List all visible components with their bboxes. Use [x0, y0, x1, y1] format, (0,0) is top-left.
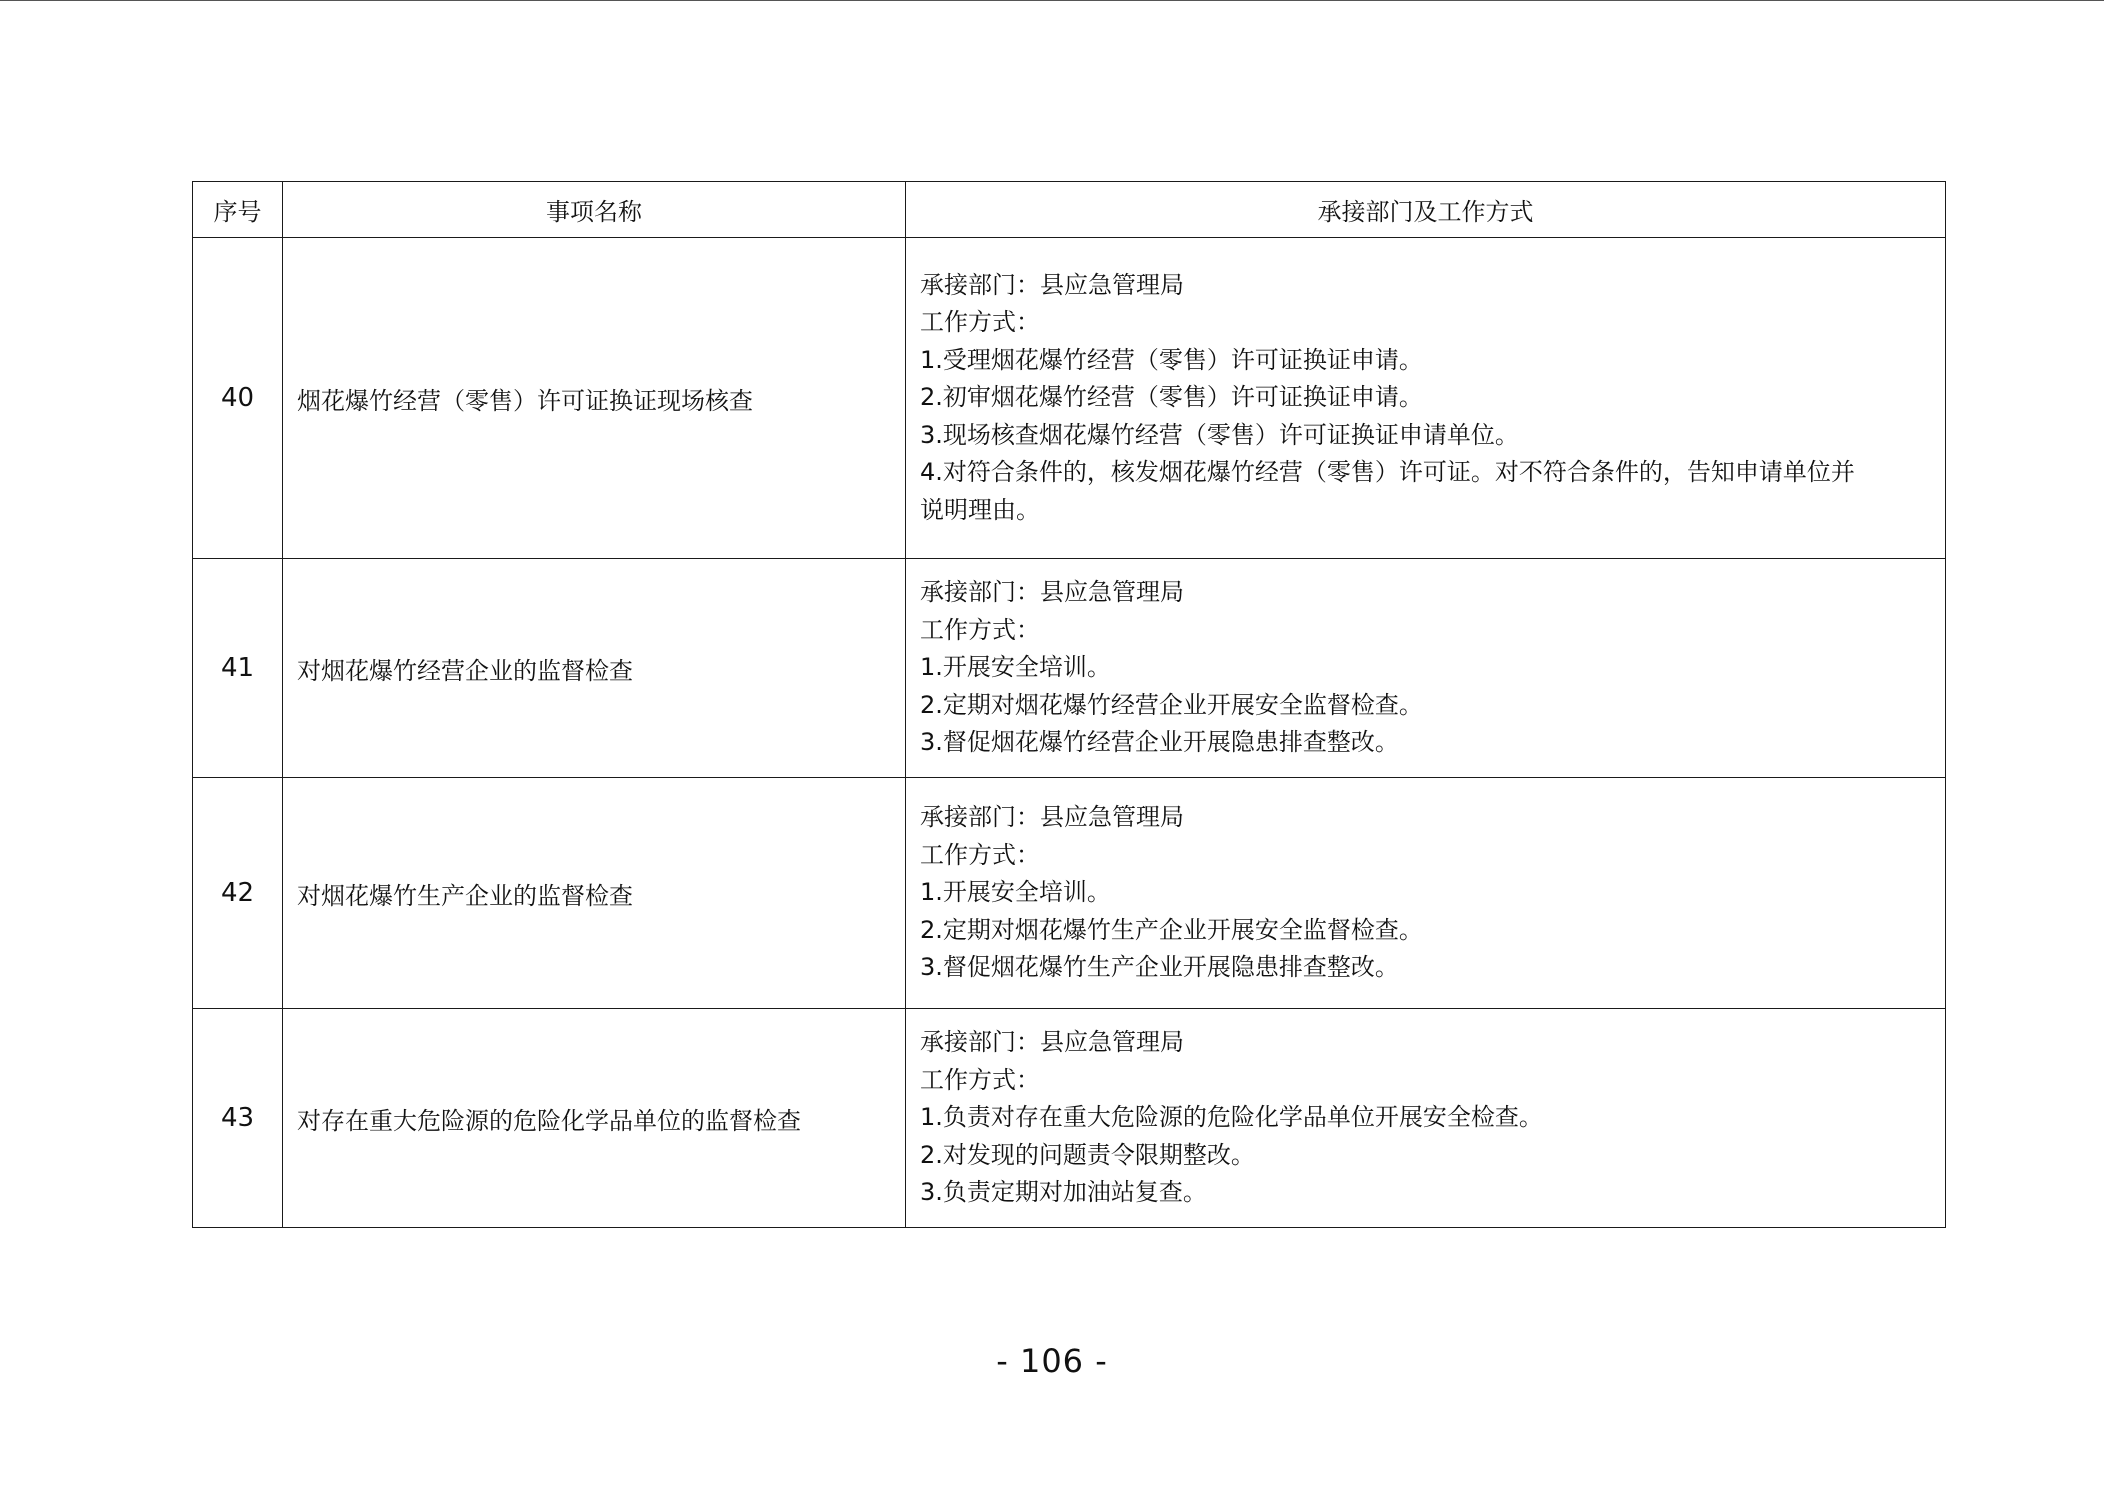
row-number: 40	[193, 238, 283, 559]
detail-step: 2.初审烟花爆竹经营（零售）许可证换证申请。	[920, 383, 1423, 412]
header-detail: 承接部门及工作方式	[906, 182, 1946, 238]
table-row	[193, 1009, 1946, 1228]
detail-step: 4.对符合条件的，核发烟花爆竹经营（零售）许可证。对不符合条件的，告知申请单位并	[920, 458, 1855, 487]
detail-department: 承接部门：县应急管理局	[920, 270, 1184, 299]
detail-step: 1.受理烟花爆竹经营（零售）许可证换证申请。	[920, 345, 1423, 374]
detail-step: 3.督促烟花爆竹经营企业开展隐患排查整改。	[920, 728, 1399, 757]
row-number: 42	[193, 778, 283, 1009]
detail-step: 1.负责对存在重大危险源的危险化学品单位开展安全检查。	[920, 1103, 1543, 1132]
items-table	[192, 181, 1946, 1228]
detail-department: 承接部门：县应急管理局	[920, 578, 1184, 607]
detail-step: 1.开展安全培训。	[920, 878, 1111, 907]
detail-method-label: 工作方式：	[920, 308, 1040, 337]
item-name: 对烟花爆竹生产企业的监督检查	[283, 778, 906, 1009]
table-row	[193, 238, 1946, 559]
item-name: 烟花爆竹经营（零售）许可证换证现场核查	[283, 238, 906, 559]
item-detail	[906, 778, 1946, 1009]
item-detail	[906, 238, 1946, 559]
detail-step: 2.定期对烟花爆竹生产企业开展安全监督检查。	[920, 915, 1423, 944]
detail-method-label: 工作方式：	[920, 840, 1040, 869]
top-border-line	[0, 0, 2104, 1]
detail-step: 3.负责定期对加油站复查。	[920, 1178, 1207, 1207]
item-detail	[906, 559, 1946, 778]
detail-step: 3.督促烟花爆竹生产企业开展隐患排查整改。	[920, 953, 1399, 982]
detail-department: 承接部门：县应急管理局	[920, 1028, 1184, 1057]
detail-method-label: 工作方式：	[920, 1065, 1040, 1094]
row-number: 41	[193, 559, 283, 778]
detail-step: 1.开展安全培训。	[920, 653, 1111, 682]
item-detail	[906, 1009, 1946, 1228]
detail-department: 承接部门：县应急管理局	[920, 803, 1184, 832]
page-number: - 106 -	[996, 1342, 1108, 1380]
detail-step: 2.定期对烟花爆竹经营企业开展安全监督检查。	[920, 690, 1423, 719]
table-row	[193, 778, 1946, 1009]
detail-method-label: 工作方式：	[920, 615, 1040, 644]
row-number: 43	[193, 1009, 283, 1228]
item-name: 对烟花爆竹经营企业的监督检查	[283, 559, 906, 778]
detail-step: 3.现场核查烟花爆竹经营（零售）许可证换证申请单位。	[920, 420, 1519, 449]
header-name: 事项名称	[283, 182, 906, 238]
header-no: 序号	[193, 182, 283, 238]
table-header-row	[193, 182, 1946, 238]
detail-step-continued: 说明理由。	[920, 495, 1040, 524]
table-row	[193, 559, 1946, 778]
item-name: 对存在重大危险源的危险化学品单位的监督检查	[283, 1009, 906, 1228]
detail-step: 2.对发现的问题责令限期整改。	[920, 1140, 1255, 1169]
